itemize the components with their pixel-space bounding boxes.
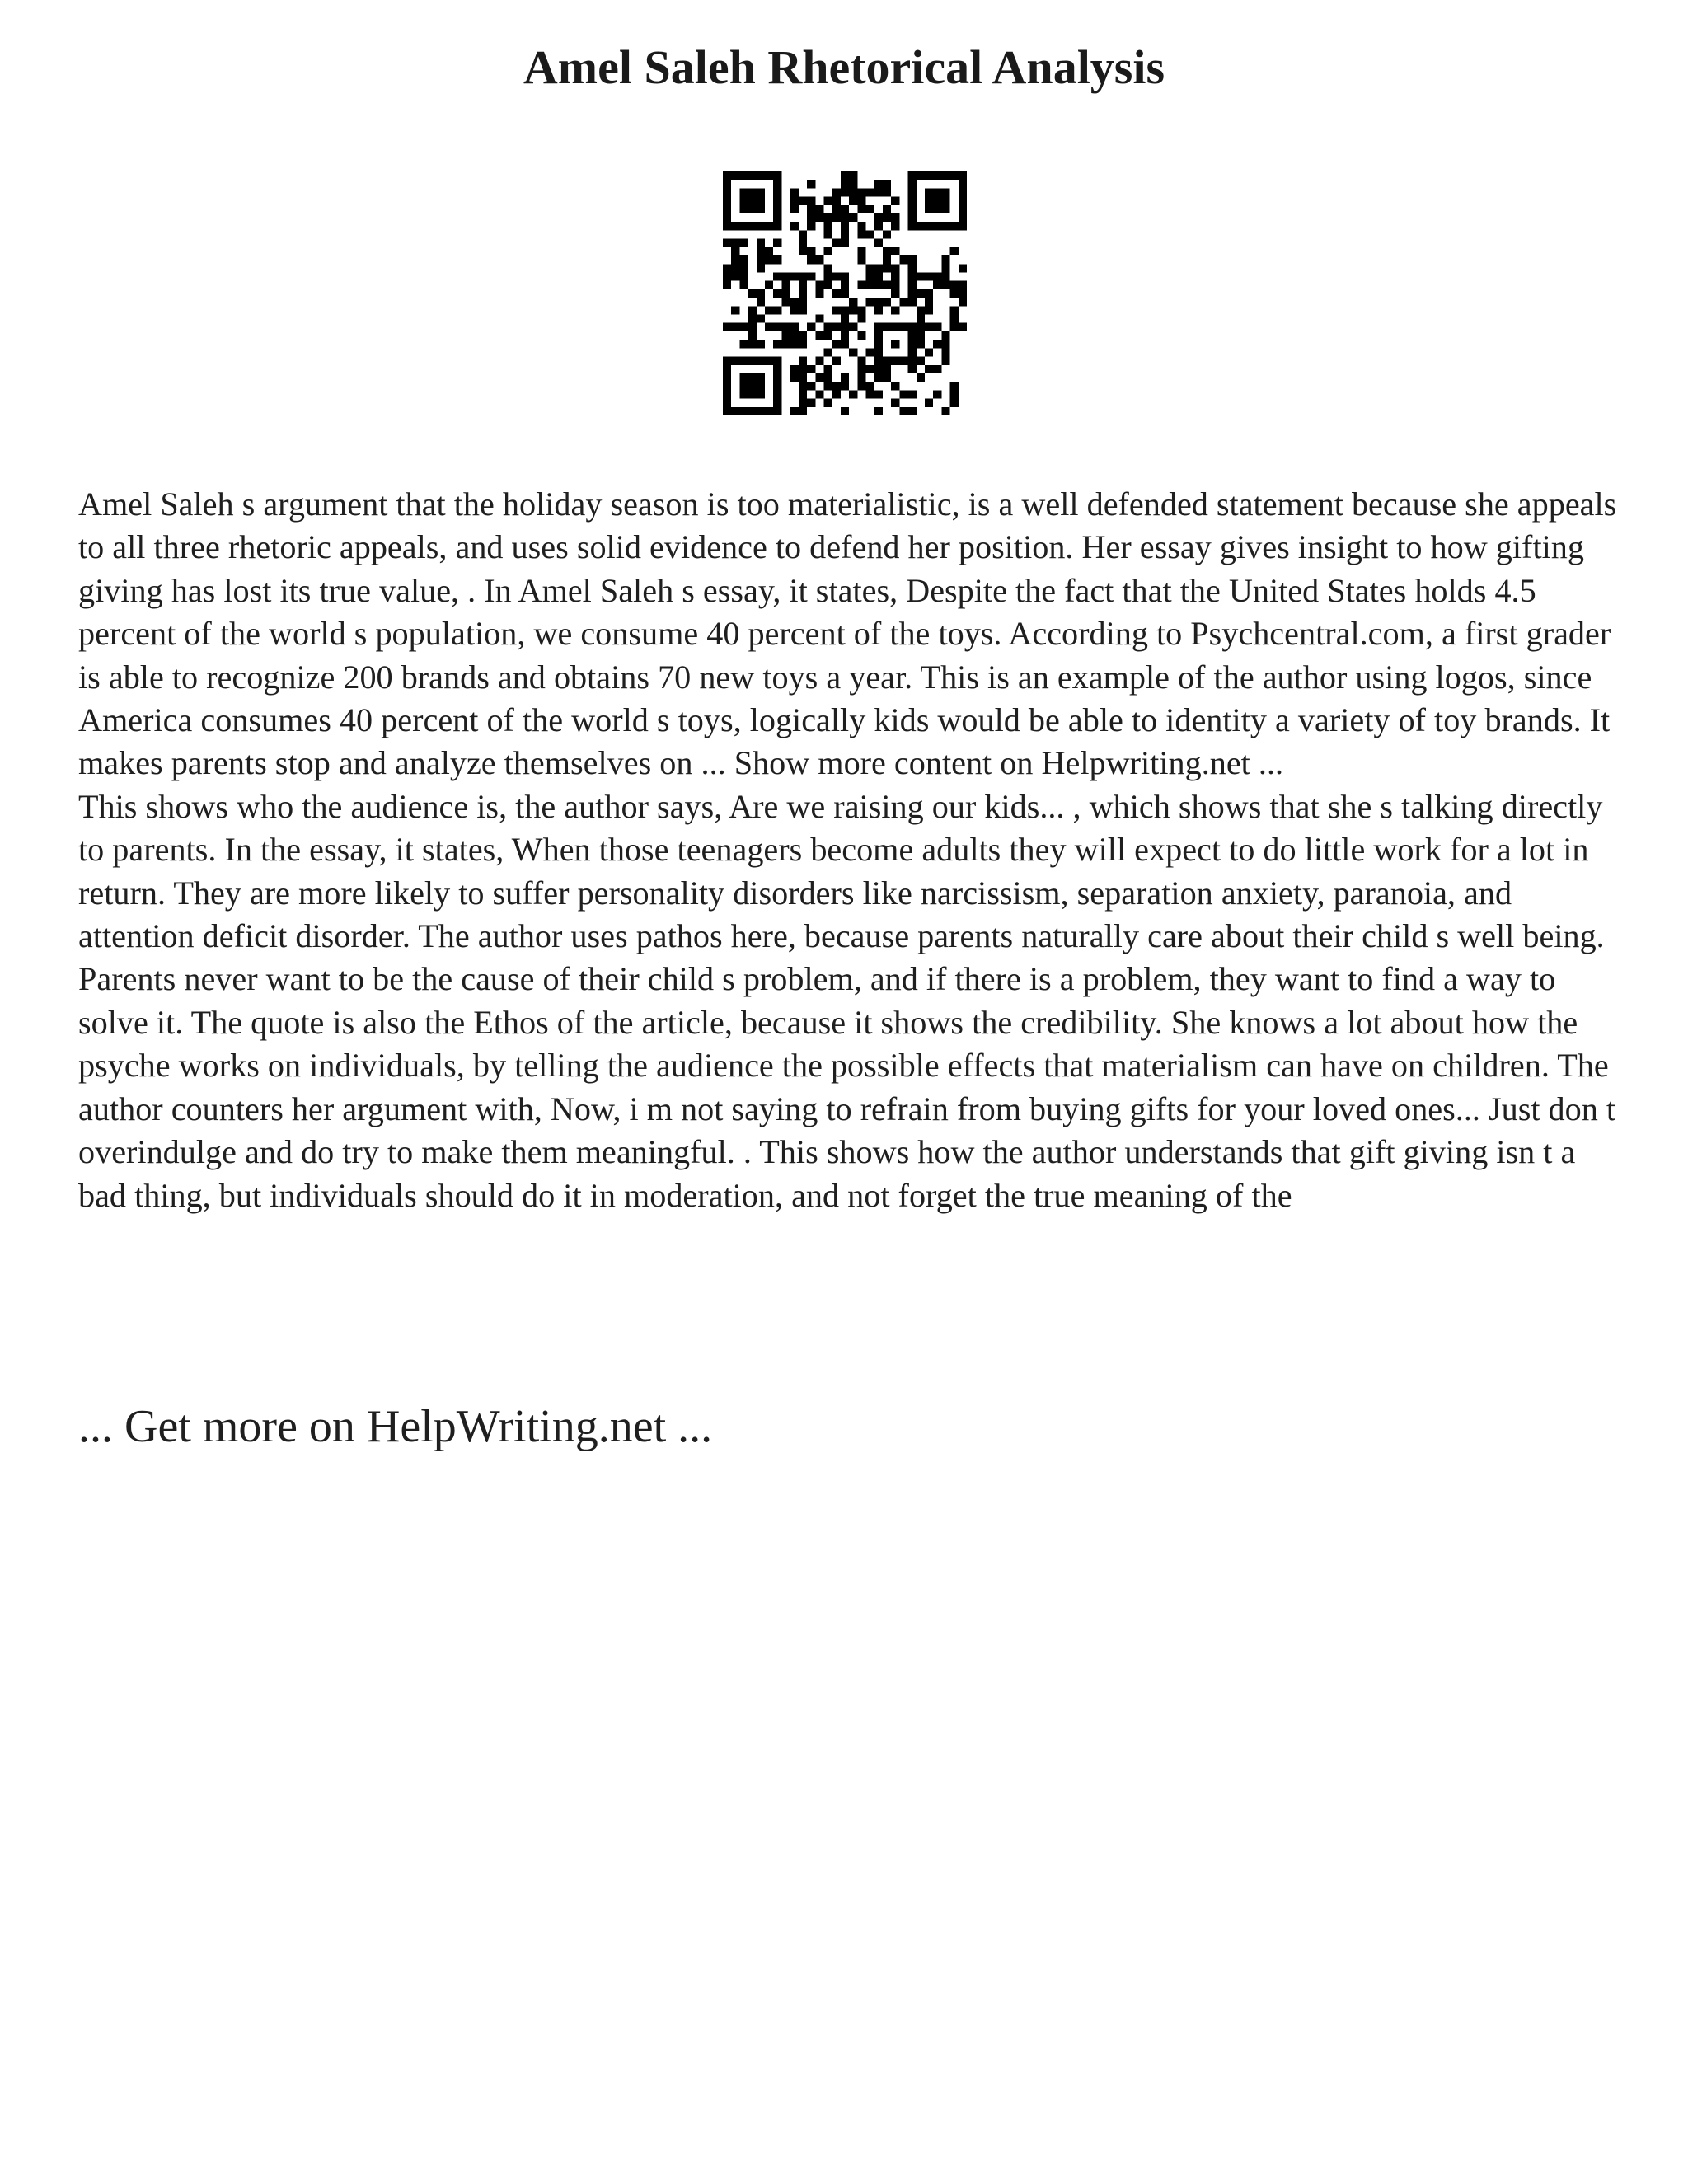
essay-body (78, 483, 1624, 1217)
paragraph-2: This shows who the audience is, the author says, Are we raising our kids... , which shows that she s talking directly to parents. In the essay, it states, When those teenagers become adults they will expect to do little work for a lot in return. They are more likely to suffer personality disorders like narcissism, separation anxiety, paranoia, and attention deficit disorder. The author uses pathos here, because parents naturally care about their child s well being. Parents never want to be the cause of their child s problem, and if there is a problem, they want to find a way to solve it. The quote is also the Ethos of the article, because it shows the credibility. She knows a lot about how the psyche works on individuals, by telling the audience the possible effects that materialism can have on children. The author counters her argument with, Now, i m not saying to refrain from buying gifts for your loved ones... Just don t overindulge and do try to make them meaningful. . This shows how the author understands that gift giving isn t a bad thing, but individuals should do it in moderation, and not forget the true meaning of the (78, 787, 1616, 1214)
qr-code-graphic (723, 171, 967, 415)
paragraph-1: Amel Saleh s argument that the holiday season is too materialistic, is a well defended statement because she appeals to all three rhetoric appeals, and uses solid evidence to defend her position. Her essay gives insight to how gifting giving has lost its true value, . In Amel Saleh s essay, it states, Despite the fact that the United States holds 4.5 percent of the world s population, we consume 40 percent of the toys. According to Psychcentral.com, a first grader is able to recognize 200 brands and obtains 70 new toys a year. This is an example of the author using logos, since America consumes 40 percent of the world s toys, logically kids would be able to identity a variety of toy brands. It makes parents stop and analyze themselves on ... Show more content on Helpwriting.net ... (78, 485, 1617, 782)
qr-code-icon (723, 171, 967, 415)
page-title: Amel Saleh Rhetorical Analysis (523, 40, 1165, 94)
get-more-link[interactable]: ... Get more on HelpWriting.net ... (78, 1401, 713, 1452)
